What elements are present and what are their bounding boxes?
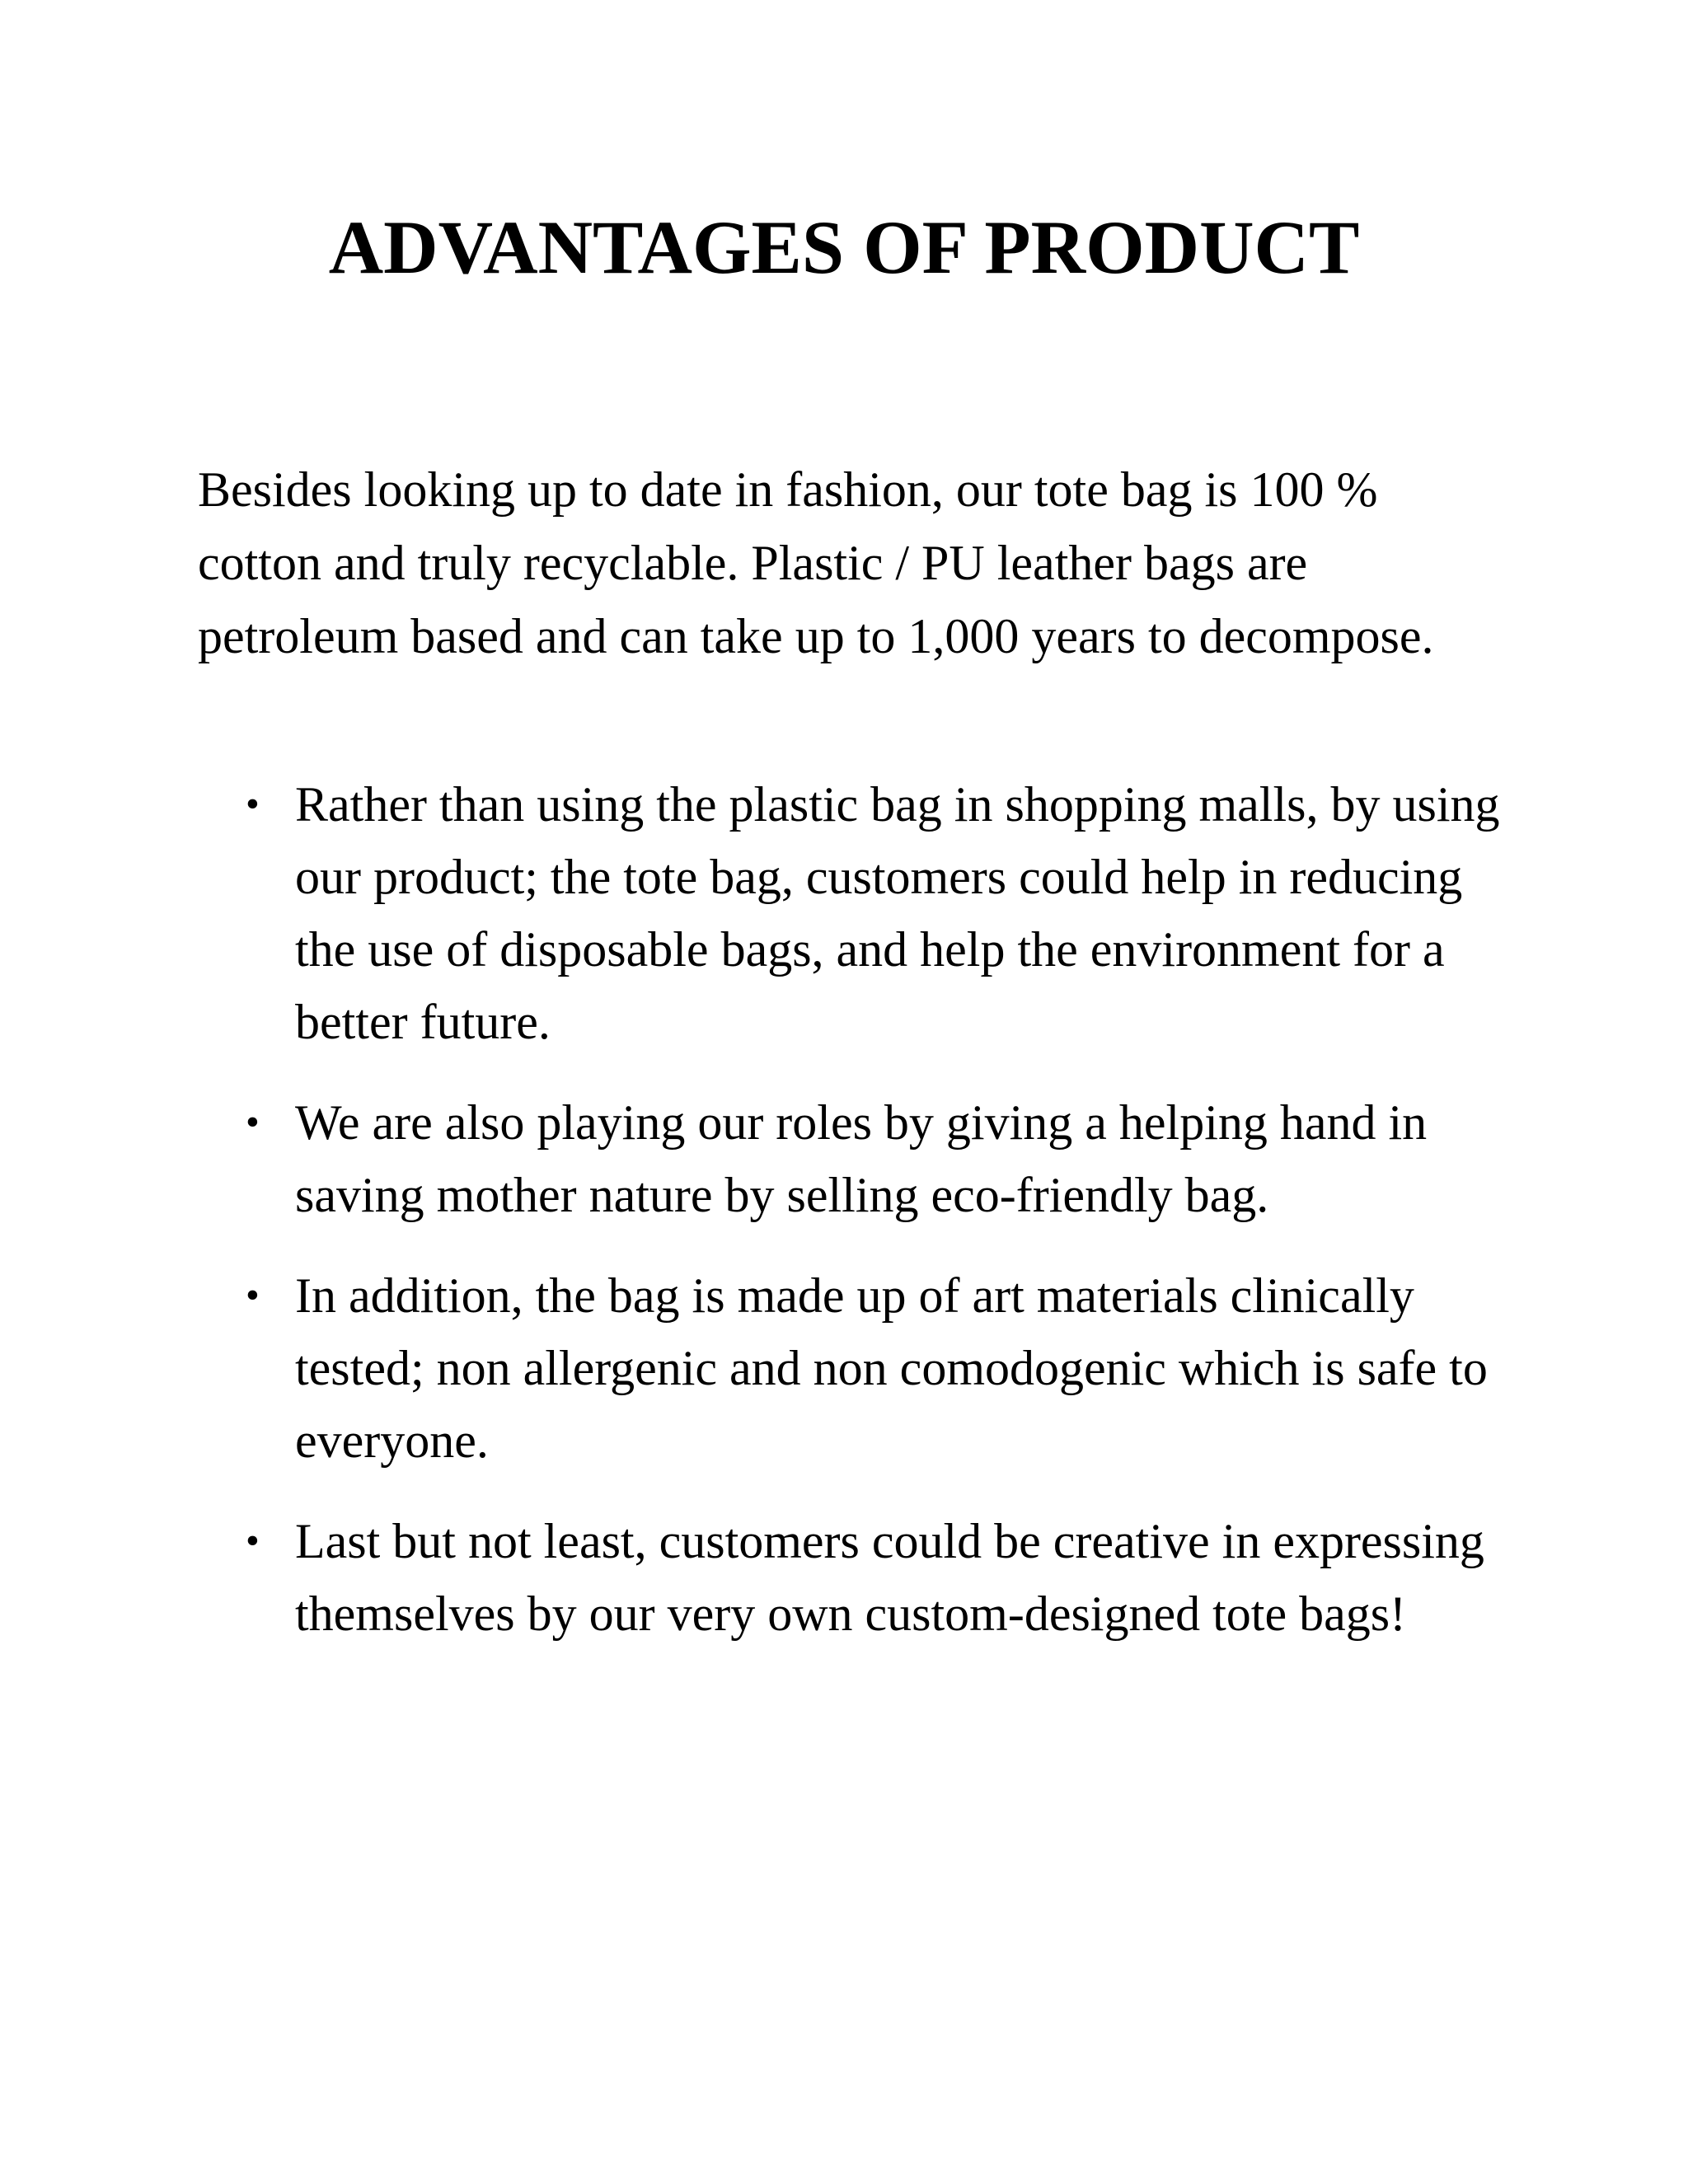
bullet-icon: • <box>246 1519 260 1563</box>
bullet-icon: • <box>246 782 260 826</box>
list-item-text: Last but not least, customers could be creative in expressing themselves by our very own custom-designed tote bags! <box>295 1514 1484 1641</box>
list-item-text: Rather than using the plastic bag in shopping malls, by using our product; the tote bag, customers could help in reducing the use of disposable bags, and help the environment for a better future. <box>295 777 1500 1049</box>
bullet-icon: • <box>246 1100 260 1144</box>
list-item <box>198 1086 1500 1231</box>
list-item <box>198 1259 1500 1477</box>
intro-paragraph: Besides looking up to date in fashion, our tote bag is 100 % cotton and truly recyclable. Plastic / PU leather bags are petroleum based and can take up to 1,000 years to decompose. <box>198 462 1434 663</box>
list-item-text: In addition, the bag is made up of art materials clinically tested; non allergenic and non comodogenic which is safe to everyone. <box>295 1268 1488 1468</box>
list-item-text: We are also playing our roles by giving a helping hand in saving mother nature by selling eco-friendly bag. <box>295 1095 1428 1222</box>
list-item <box>198 768 1500 1058</box>
list-item <box>198 1505 1500 1650</box>
advantages-list <box>198 768 1500 1678</box>
page-title: ADVANTAGES OF PRODUCT <box>328 205 1360 289</box>
bullet-icon: • <box>246 1273 260 1317</box>
